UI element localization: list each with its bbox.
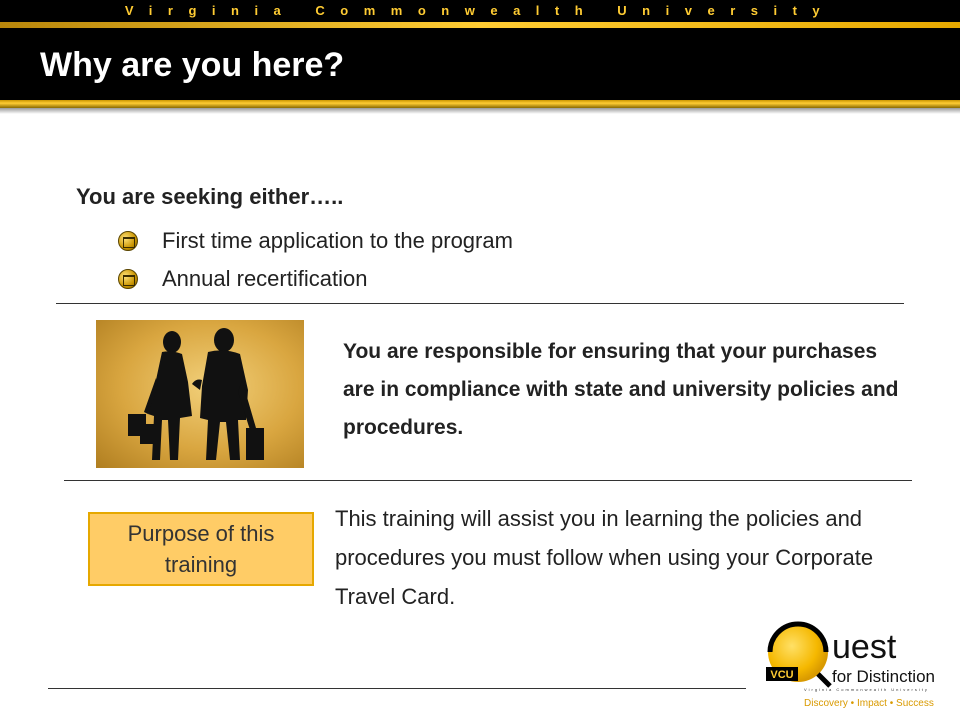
purpose-box: Purpose of this training [88,512,314,586]
training-text: This training will assist you in learning the policies and procedures you must follow when using your Corporate Travel Card. [335,506,874,609]
logo-slogan-text: Discovery • Impact • Success [804,698,934,709]
vcu-seal-icon [118,231,138,251]
list-item-label: Annual recertification [162,266,368,291]
logo-tagline-text: for Distinction [832,667,935,686]
list-item [118,260,513,298]
logo-small-text: Virginia Commonwealth University [804,687,929,692]
seeking-lead: You are seeking either….. [76,184,344,209]
divider [48,688,746,689]
divider [64,480,912,481]
divider [56,303,904,304]
header-gold-line [0,22,960,28]
quest-logo-graphic [760,612,950,712]
logo-quest-text: uest [832,628,897,666]
page-title: Why are you here? [40,46,345,84]
list-item-label: First time application to the program [162,228,513,253]
header-shadow [0,108,960,114]
vcu-seal-icon [118,269,138,289]
list-item [118,222,513,260]
quest-for-distinction-logo [760,612,950,712]
seeking-list [118,222,513,298]
header-gold-bottom [0,100,960,108]
university-banner: Virginia Commonwealth University [124,3,836,18]
shoppers-photo [96,320,304,468]
responsibility-text: You are responsible for ensuring that your purchases are in compliance with state and university policies and procedures. [343,340,899,439]
shoppers-silhouette [96,320,304,468]
header-bar [0,0,960,108]
logo-vcu-text: VCU [770,669,794,681]
